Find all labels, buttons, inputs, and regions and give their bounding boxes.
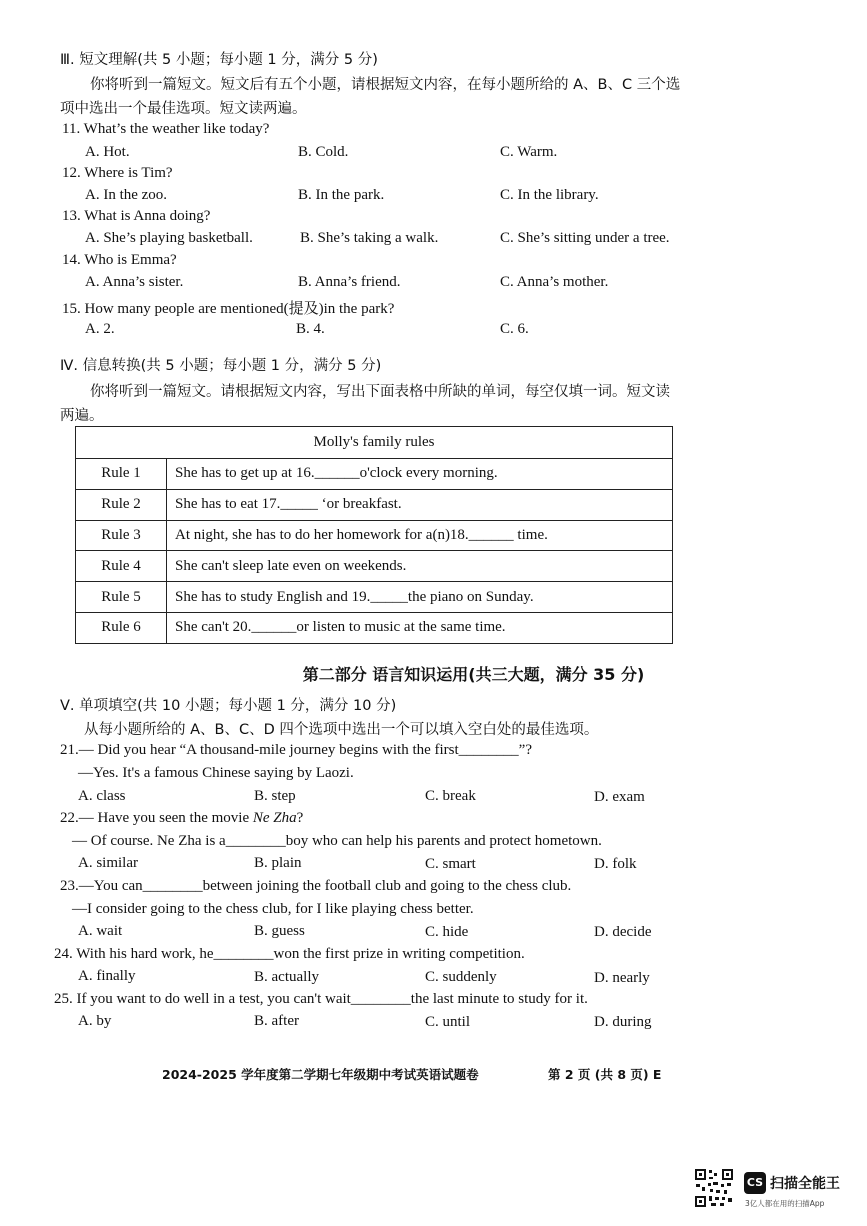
option-b: B. In the park. <box>298 187 385 203</box>
option-d: D. folk <box>594 856 637 872</box>
option-c: C. suddenly <box>425 969 497 985</box>
table-row <box>76 459 673 490</box>
table-row <box>76 520 673 551</box>
option-b: B. 4. <box>296 321 325 337</box>
table-row <box>76 489 673 520</box>
rule-label: Rule 6 <box>76 612 167 643</box>
question-line: 21.— Did you hear “A thousand-mile journey begins with the first________”? <box>60 742 532 758</box>
table-title: Molly's family rules <box>76 427 673 459</box>
scanner-tagline: 3亿人都在用的扫描App <box>745 1199 825 1208</box>
rule-text: She can't 20.______or listen to music at the same time. <box>167 612 673 643</box>
option-a: A. by <box>78 1013 112 1029</box>
option-b: B. Anna’s friend. <box>298 274 401 290</box>
scanner-app-name: 扫描全能王 <box>770 1176 840 1192</box>
option-a: A. Hot. <box>85 144 130 160</box>
option-a: A. class <box>78 788 126 804</box>
question-text: 15. How many people are mentioned(提及)in the park? <box>62 301 395 317</box>
option-c: C. smart <box>425 856 476 872</box>
rule-text: She has to study English and 19._____the piano on Sunday. <box>167 582 673 613</box>
option-c: C. until <box>425 1014 471 1030</box>
option-a: A. wait <box>78 923 123 939</box>
rule-text: She can't sleep late even on weekends. <box>167 551 673 582</box>
option-d: D. during <box>594 1014 652 1030</box>
rule-label: Rule 3 <box>76 520 167 551</box>
option-c: C. 6. <box>500 321 529 337</box>
option-b: B. Cold. <box>298 144 349 160</box>
option-b: B. actually <box>254 969 319 985</box>
footer-title: 2024-2025 学年度第二学期七年级期中考试英语试题卷 <box>162 1067 479 1082</box>
table-row <box>76 582 673 613</box>
option-a: A. She’s playing basketball. <box>85 230 253 246</box>
option-d: D. exam <box>594 789 645 805</box>
question-line: — Of course. Ne Zha is a________boy who can help his parents and protect hometown. <box>72 833 602 849</box>
option-c: C. Anna’s mother. <box>500 274 609 290</box>
question-line: 24. With his hard work, he________won the first prize in writing competition. <box>54 946 525 962</box>
option-a: A. finally <box>78 968 136 984</box>
option-d: D. nearly <box>594 970 650 986</box>
option-c: C. Warm. <box>500 144 558 160</box>
option-a: A. 2. <box>85 321 115 337</box>
section-5-instruction: 从每小题所给的 A、B、C、D 四个选项中选出一个可以填入空白处的最佳选项。 <box>84 722 599 738</box>
section-5-heading: Ⅴ. 单项填空(共 10 小题；每小题 1 分，满分 10 分) <box>60 698 397 714</box>
question-line: 23.—You can________between joining the football club and going to the chess club. <box>60 878 572 894</box>
section-4-instruction-line-1: 你将听到一篇短文。请根据短文内容，写出下面表格中所缺的单词，每空仅填一词。短文读 <box>90 384 670 400</box>
question-text: 13. What is Anna doing? <box>62 208 211 224</box>
family-rules-table <box>75 426 673 644</box>
question-text: 11. What’s the weather like today? <box>62 121 270 137</box>
option-b: B. She’s taking a walk. <box>300 230 439 246</box>
table-row <box>76 551 673 582</box>
question-text: 12. Where is Tim? <box>62 165 173 181</box>
option-a: A. Anna’s sister. <box>85 274 184 290</box>
rule-text: At night, she has to do her homework for a(n)18.______ time. <box>167 520 673 551</box>
section-4-instruction-line-2: 两遍。 <box>60 408 104 424</box>
option-c: C. hide <box>425 924 469 940</box>
option-b: B. plain <box>254 855 302 871</box>
option-a: A. In the zoo. <box>85 187 168 203</box>
option-a: A. similar <box>78 855 138 871</box>
question-line: —Yes. It's a famous Chinese saying by Laozi. <box>78 765 354 781</box>
table-row <box>76 612 673 643</box>
part-2-heading: 第二部分 语言知识运用(共三大题，满分 35 分) <box>302 665 645 684</box>
question-line: 25. If you want to do well in a test, you can't wait________the last minute to study for it. <box>54 991 588 1007</box>
section-3-instruction-line-1: 你将听到一篇短文。短文后有五个小题，请根据短文内容，在每小题所给的 A、B、C 三个选 <box>90 77 681 93</box>
section-4-heading: Ⅳ. 信息转换(共 5 小题；每小题 1 分，满分 5 分) <box>60 358 382 374</box>
rule-text: She has to eat 17._____ ‘or breakfast. <box>167 489 673 520</box>
option-b: B. step <box>254 788 296 804</box>
qr-code-icon <box>694 1168 734 1208</box>
question-text: 14. Who is Emma? <box>62 252 177 268</box>
option-c: C. break <box>425 788 476 804</box>
option-d: D. decide <box>594 924 652 940</box>
rule-label: Rule 4 <box>76 551 167 582</box>
section-3-heading: Ⅲ. 短文理解(共 5 小题；每小题 1 分，满分 5 分) <box>60 52 378 68</box>
question-line: 22.— Have you seen the movie Ne Zha? <box>60 810 304 826</box>
option-b: B. guess <box>254 923 305 939</box>
option-c: C. She’s sitting under a tree. <box>500 230 670 246</box>
section-3-instruction-line-2: 项中选出一个最佳选项。短文读两遍。 <box>60 101 307 117</box>
rule-label: Rule 2 <box>76 489 167 520</box>
rule-label: Rule 1 <box>76 459 167 490</box>
question-line: —I consider going to the chess club, for I like playing chess better. <box>72 901 474 917</box>
rule-text: She has to get up at 16.______o'clock every morning. <box>167 459 673 490</box>
footer-page-number: 第 2 页 (共 8 页) E <box>548 1067 662 1082</box>
camscanner-logo: CS <box>744 1172 766 1194</box>
option-b: B. after <box>254 1013 299 1029</box>
rule-label: Rule 5 <box>76 582 167 613</box>
option-c: C. In the library. <box>500 187 599 203</box>
